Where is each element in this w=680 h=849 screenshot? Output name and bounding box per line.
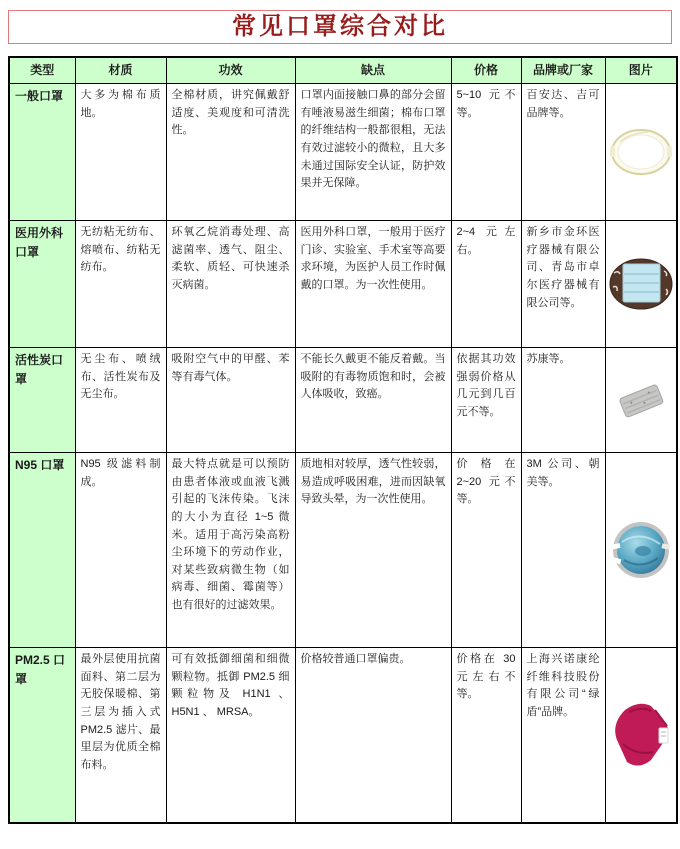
cell-material: 大多为棉布质地。 [75,84,166,221]
col-header-picture: 图片 [605,57,677,84]
cell-material: 无尘布、喷绒布、活性炭布及无尘布。 [75,348,166,453]
cell-brand: 上海兴诺康纶纤维科技股份有限公司“绿盾”品牌。 [521,648,605,823]
cell-effect: 最大特点就是可以预防由患者体液或血液飞溅引起的飞沫传染。飞沫的大小为直径 1~5 微米。适用于高污染高粉尘环境下的劳动作业，对某些致病微生物（如病毒、细菌、霉菌等）也有很好的过滤效果。 [166,453,295,648]
surgical-mask-image [608,257,674,311]
cell-drawback: 价格较普通口罩偏贵。 [295,648,451,823]
cell-price: 5~10 元不等。 [451,84,521,221]
cell-image [605,84,677,221]
cell-material: N95 级滤料制成。 [75,453,166,648]
cell-price: 依据其功效强弱价格从几元到几百元不等。 [451,348,521,453]
table-row-surgical-mask [9,221,677,348]
table-row-general-mask [9,84,677,221]
col-header-drawback: 缺点 [295,57,451,84]
cell-material: 无纺粘无纺布、熔喷布、纺粘无纺布。 [75,221,166,348]
table-row-n95-mask [9,453,677,648]
cell-drawback: 医用外科口罩，一般用于医疗门诊、实验室、手术室等高要求环境，为医护人员工作时佩戴的口罩。为一次性使用。 [295,221,451,348]
cell-price: 2~4 元左右。 [451,221,521,348]
cell-effect: 环氧乙烷消毒处理、高滤菌率、透气、阻尘、柔软、质轻、可快速杀灭病菌。 [166,221,295,348]
cell-price: 价格在 2~20 元不等。 [451,453,521,648]
cell-effect: 可有效抵御细菌和细微颗粒物。抵御 PM2.5 细颗粒物及 H1N1 、 H5N1 、 MRSA。 [166,648,295,823]
page-title-box [8,10,672,44]
col-header-type: 类型 [9,57,75,84]
cell-type: N95 口罩 [9,453,75,648]
cell-type: PM2.5 口罩 [9,648,75,823]
header-row [9,57,677,84]
n95-mask-image [610,520,672,580]
pm25-mask-image [609,698,673,772]
cotton-mask-image [610,127,672,177]
cell-effect: 全棉材质，讲究佩戴舒适度、美观度和可清洗性。 [166,84,295,221]
cell-effect: 吸附空气中的甲醛、苯等有毒气体。 [166,348,295,453]
cell-type: 活性炭口罩 [9,348,75,453]
cell-brand: 百安达、吉可品牌等。 [521,84,605,221]
cell-image [605,648,677,823]
mask-comparison-table [8,56,678,824]
cell-image [605,221,677,348]
cell-brand: 3M 公司、朝美等。 [521,453,605,648]
cell-image [605,348,677,453]
cell-type: 医用外科口罩 [9,221,75,348]
col-header-brand: 品牌或厂家 [521,57,605,84]
page-title: 常见口罩综合对比 [232,13,448,40]
cell-material: 最外层使用抗菌面料、第二层为无胶保暖棉、第三层为插入式 PM2.5 滤片、最里层为优质全棉布料。 [75,648,166,823]
table-row-carbon-mask [9,348,677,453]
cell-brand: 新乡市金环医疗器械有限公司、青岛市卓尔医疗器械有限公司等。 [521,221,605,348]
cell-type: 一般口罩 [9,84,75,221]
cell-drawback: 质地相对较厚，透气性较弱，易造成呼吸困难，进而因缺氧导致头晕，为一次性使用。 [295,453,451,648]
col-header-price: 价格 [451,57,521,84]
cell-drawback: 不能长久戴更不能反着戴。当吸附的有毒物质饱和时，会被人体吸收，致癌。 [295,348,451,453]
col-header-material: 材质 [75,57,166,84]
cell-price: 价格在 30 元左右不等。 [451,648,521,823]
col-header-effect: 功效 [166,57,295,84]
cell-image [605,453,677,648]
table-row-pm25-mask [9,648,677,823]
carbon-mask-image [613,380,669,420]
cell-brand: 苏康等。 [521,348,605,453]
cell-drawback: 口罩内面接触口鼻的部分会留有唾液易滋生细菌；棉布口罩的纤维结构一般都很粗，无法有效过滤较小的微粒，且大多未通过国际安全认证，防护效果并无保障。 [295,84,451,221]
